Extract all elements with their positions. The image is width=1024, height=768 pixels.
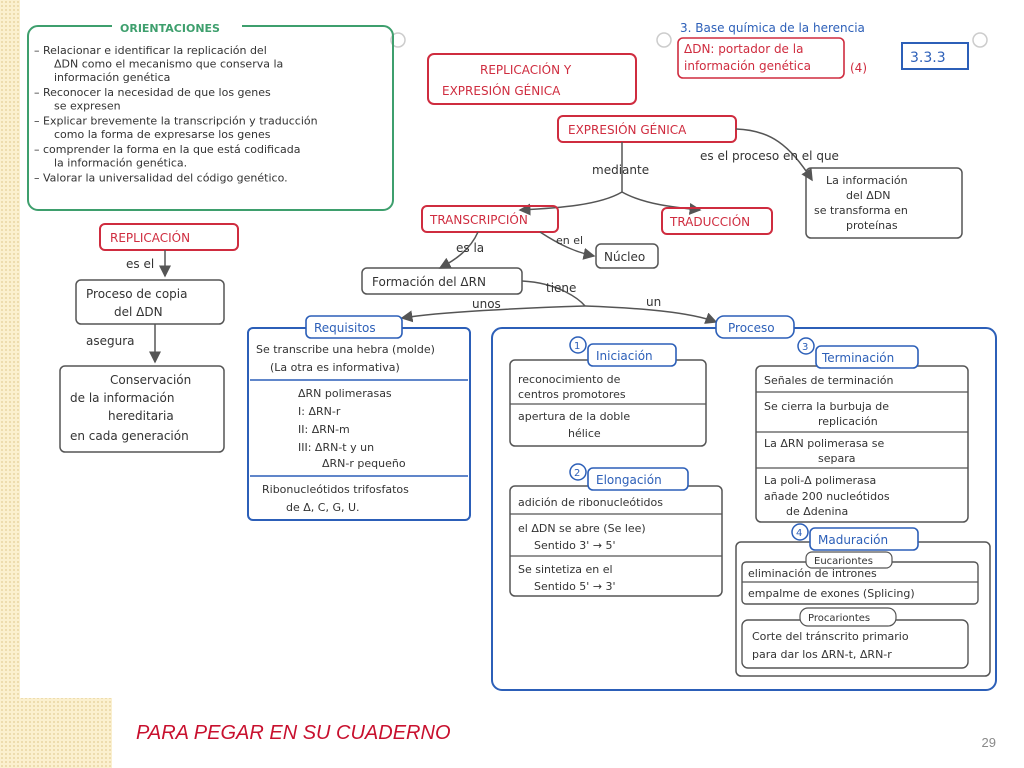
adn-portador-line1: ΔDN: portador de la xyxy=(684,42,804,56)
replicacion-es-el: es el xyxy=(126,257,155,271)
adn-portador-line2: información genética xyxy=(684,59,811,73)
nucleo-label: Núcleo xyxy=(604,250,646,264)
requisito-ribonucleotidos-line2: de Δ, C, G, U. xyxy=(286,501,360,514)
requisito-polimerasa-2: II: ΔRN-m xyxy=(298,423,350,436)
orientacion-item-5-line-1: – Valorar la universalidad del código genético. xyxy=(34,171,288,185)
formacion-arn-label: Formación del ΔRN xyxy=(372,275,486,289)
maduracion-title: Maduración xyxy=(818,533,889,547)
terminacion-step4-line2: añade 200 nucleótidos xyxy=(764,490,890,503)
orientacion-item-1-line-2: ΔDN como el mecanismo que conserva la xyxy=(54,57,284,71)
base-quimica-heading: 3. Base química de la herencia xyxy=(680,21,865,35)
paste-note: PARA PEGAR EN SU CUADERNO xyxy=(136,722,451,744)
elongacion-title: Elongación xyxy=(596,473,662,487)
terminacion-step3-line1: La ΔRN polimerasa se xyxy=(764,437,885,450)
requisito-ribonucleotidos-line1: Ribonucleótidos trifosfatos xyxy=(262,483,409,496)
en-el-label: en el xyxy=(556,234,584,247)
main-title-line2: EXPRESIÓN GÉNICA xyxy=(442,84,561,98)
elongacion-step3-line1: Se sintetiza en el xyxy=(518,563,613,576)
terminacion-step4-line3: de Δdenina xyxy=(786,505,849,518)
terminacion-step1: Señales de terminación xyxy=(764,374,894,387)
transcripcion-title: TRANSCRIPCIÓN xyxy=(430,213,528,227)
requisito-hebra-line1: Se transcribe una hebra (molde) xyxy=(256,343,435,356)
punch-hole-icon xyxy=(973,33,987,47)
terminacion-step4-line1: La poli-Δ polimerasa xyxy=(764,474,877,487)
requisito-polimerasa-3: III: ΔRN-t y un xyxy=(298,441,375,454)
un-label: un xyxy=(646,295,662,309)
procariontes-step1: Corte del tránscrito primario xyxy=(752,630,909,643)
proceso-copia-line1: Proceso de copia xyxy=(86,287,188,301)
procariontes-title: Procariontes xyxy=(808,613,871,624)
tiene-label: tiene xyxy=(546,281,577,295)
main-title-line1: REPLICACIÓN Y xyxy=(480,63,572,77)
conservacion-line4: en cada generación xyxy=(70,429,189,443)
elongacion-step2-line1: el ΔDN se abre (Se lee) xyxy=(518,522,646,535)
iniciacion-number: 1 xyxy=(574,341,581,352)
es-proceso-label: es el proceso en el que xyxy=(700,149,839,163)
requisito-polimerasas-title: ΔRN polimerasas xyxy=(298,387,392,400)
informacion-line3: se transforma en xyxy=(814,204,908,217)
informacion-line2: del ΔDN xyxy=(846,189,891,202)
conservacion-line1: Conservación xyxy=(110,373,192,387)
elongacion-number: 2 xyxy=(574,468,581,479)
informacion-line4: proteínas xyxy=(846,219,898,232)
conservacion-line3: hereditaria xyxy=(108,409,174,423)
mediante-label: mediante xyxy=(592,163,650,177)
orientacion-item-1-line-1: – Relacionar e identificar la replicación del xyxy=(34,44,267,57)
orientacion-item-4-line-2: la información genética. xyxy=(54,156,188,170)
orientaciones-list xyxy=(34,44,318,185)
eucariontes-step1: eliminación de intrones xyxy=(748,567,877,580)
procariontes-step2: para dar los ΔRN-t, ΔRN-r xyxy=(752,648,892,661)
terminacion-step2-line1: Se cierra la burbuja de xyxy=(764,400,889,413)
traduccion-title: TRADUCCIÓN xyxy=(670,215,751,229)
punch-hole-icon xyxy=(657,33,671,47)
orientaciones-title: ORIENTACIONES xyxy=(120,22,220,35)
orientacion-item-3-line-1: – Explicar brevemente la transcripción y traducción xyxy=(34,114,318,128)
terminacion-title: Terminación xyxy=(822,351,895,365)
page-number: 29 xyxy=(981,735,996,750)
requisitos-title: Requisitos xyxy=(314,321,376,335)
replicacion-asegura: asegura xyxy=(86,334,135,348)
eucariontes-step2: empalme de exones (Splicing) xyxy=(748,587,915,600)
iniciacion-title: Iniciación xyxy=(596,349,653,363)
terminacion-step3-line2: separa xyxy=(818,452,856,465)
iniciacion-step2-line1: apertura de la doble xyxy=(518,410,631,423)
elongacion-step2-line2: Sentido 3' → 5' xyxy=(534,539,616,552)
orientacion-item-1-line-3: información genética xyxy=(54,71,171,84)
es-la-label: es la xyxy=(456,241,485,255)
replicacion-title: REPLICACIÓN xyxy=(110,231,191,245)
iniciacion-step1-line2: centros promotores xyxy=(518,388,626,401)
conservacion-line2: de la información xyxy=(70,391,175,405)
requisito-polimerasa-3b: ΔRN-r pequeño xyxy=(322,457,406,470)
orientacion-item-2-line-1: – Reconocer la necesidad de que los genes xyxy=(34,86,271,99)
elongacion-step1: adición de ribonucleótidos xyxy=(518,496,663,509)
proceso-title: Proceso xyxy=(728,321,775,335)
section-code: 3.3.3 xyxy=(910,50,946,66)
maduracion-number: 4 xyxy=(796,528,803,539)
eucariontes-title: Eucariontes xyxy=(814,556,873,567)
orientacion-item-2-line-2: se expresen xyxy=(54,99,121,113)
orientacion-item-4-line-1: – comprender la forma en la que está codificada xyxy=(34,143,301,156)
requisito-hebra-line2: (La otra es informativa) xyxy=(270,361,400,374)
iniciacion-step2-line2: hélice xyxy=(568,427,601,440)
iniciacion-step1-line1: reconocimiento de xyxy=(518,373,621,386)
requisito-polimerasa-1: I: ΔRN-r xyxy=(298,405,341,418)
orientacion-item-3-line-2: como la forma de expresarse los genes xyxy=(54,128,271,141)
terminacion-number: 3 xyxy=(802,342,809,353)
adn-portador-number: (4) xyxy=(850,61,867,75)
expresion-genica-title: EXPRESIÓN GÉNICA xyxy=(568,123,687,137)
informacion-line1: La información xyxy=(826,174,908,187)
elongacion-step3-line2: Sentido 5' → 3' xyxy=(534,580,616,593)
terminacion-step2-line2: replicación xyxy=(818,415,878,428)
unos-label: unos xyxy=(472,297,501,311)
proceso-copia-line2: del ΔDN xyxy=(114,305,163,319)
